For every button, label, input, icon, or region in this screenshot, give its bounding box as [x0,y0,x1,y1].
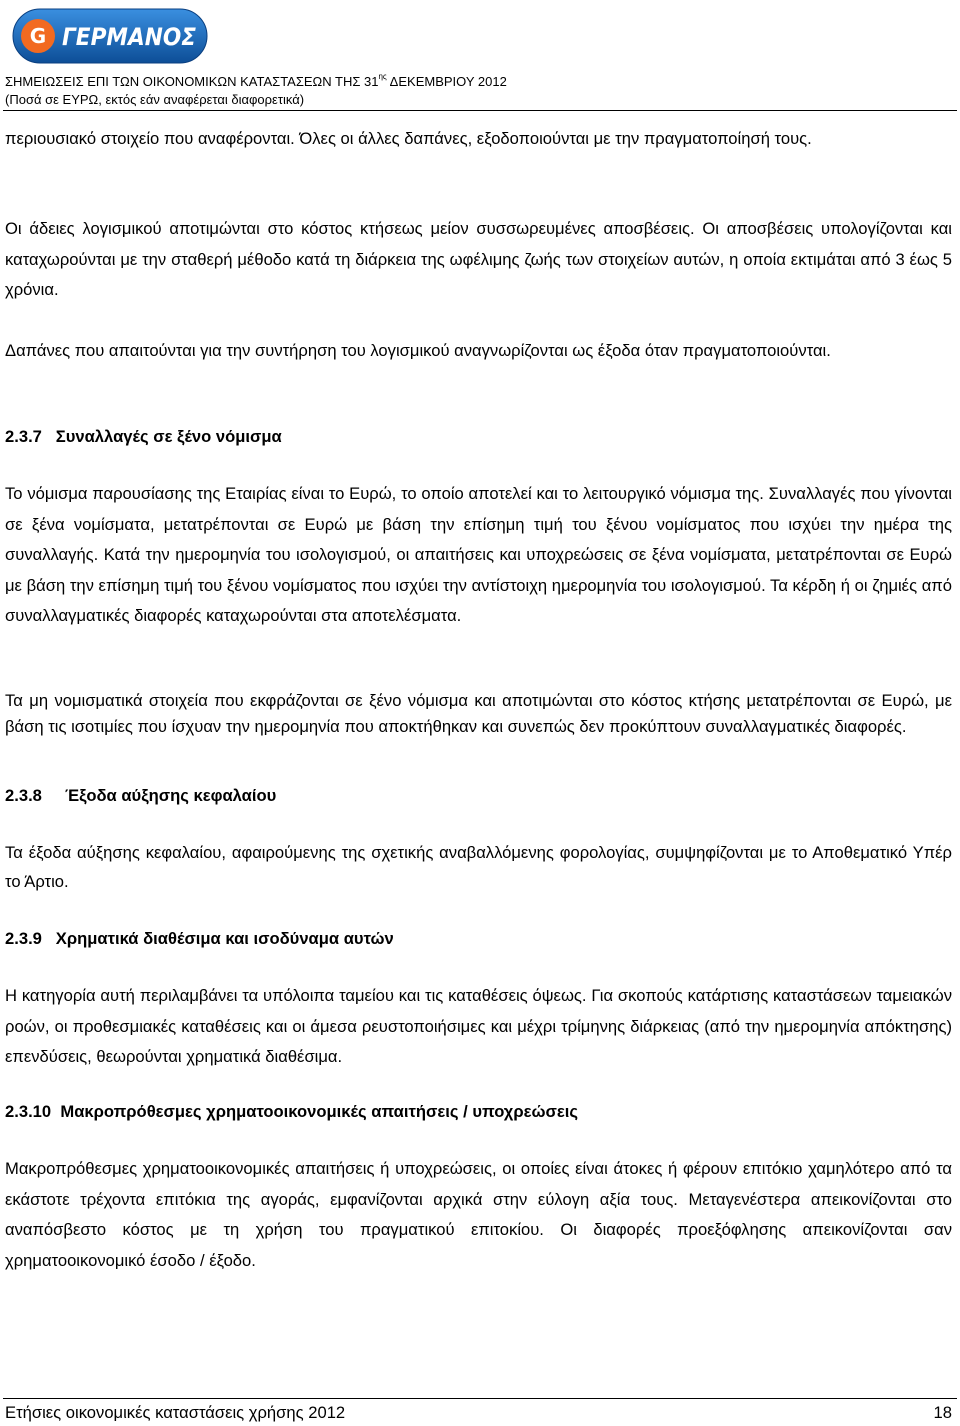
footer-divider [3,1398,957,1399]
heading-2-3-10: 2.3.10 Μακροπρόθεσμες χρηματοοικονομικές απαιτήσεις / υποχρεώσεις [5,1102,578,1121]
heading-2-3-8: 2.3.8 Έξοδα αύξησης κεφαλαίου [5,786,277,805]
page-number: 18 [933,1403,952,1422]
paragraph-non-monetary-items: Τα μη νομισματικά στοιχεία που εκφράζονται σε ξένο νόμισμα και αποτιμώνται στο κόστος κτήσης μετατρέπονται σε Ευρώ, με βάση τις ισοτιμίες που ίσχυαν την ημερομηνία που αποκτήθηκαν και συνεπώς δεν προκύπτουν συναλλαγματικές διαφορές. [5,691,952,736]
paragraph-software-maintenance: Δαπάνες που απαιτούνται για την συντήρηση του λογισμικού αναγνωρίζονται ως έξοδα όταν πραγματοποιούνται. [5,341,831,360]
paragraph-foreign-currency: Το νόμισμα παρουσίασης της Εταιρίας είναι το Ευρώ, το οποίο αποτελεί και το λειτουργικό νόμισμα της. Συναλλαγές που γίνονται σε ξένα νομίσματα, μετατρέπονται σε Ευρώ με βάση την επίσημη τιμή του ξένου νομίσματος που ισχύει την ημέρα της συναλλαγής. Κατά την ημερομηνία του ισολογισμού, οι απαιτήσεις και υποχρεώσεις σε ξένα νομίσματα, μετατρέπονται σε Ευρώ με βάση την επίσημη τιμή του ξένου νομίσματος που ισχύει την αντίστοιχη ημερομηνία του ισολογισμού. Τα κέρδη ή οι ζημιές από συναλλαγματικές διαφορές καταχωρούνται στα αποτελέσματα. [5,484,952,625]
header-title: ΣΗΜΕΙΩΣΕΙΣ ΕΠΙ ΤΩΝ ΟΙΚΟΝΟΜΙΚΩΝ ΚΑΤΑΣΤΑΣΕΩΝ ΤΗΣ $31^{\eta\varsigma}$ ΔΕΚΕΜΒΡΙΟΥ 2012 [5,71,507,89]
header-divider [3,110,957,111]
paragraph-long-term-receivables: Μακροπρόθεσμες χρηματοοικονομικές απαιτήσεις ή υποχρεώσεις, οι οποίες είναι άτοκες ή φέρουν επιτόκιο χαμηλότερο από τα εκάστοτε τρέχοντα επιτόκια της αγοράς, εμφανίζονται αρχικά στην εύλογη αξία τους. Μεταγενέστερα απεικονίζονται στο αναπόσβεστο κόστος με τη χρήση του πραγματικού επιτοκίου. Οι διαφορές προεξόφλησης απεικονίζονται σαν χρηματοοικονομικό έσοδο / έξοδο. [5,1159,952,1270]
logo-letter: G [29,24,47,48]
paragraph-cash-equivalents: Η κατηγορία αυτή περιλαμβάνει τα υπόλοιπα ταμείου και τις καταθέσεις όψεως. Για σκοπούς κατάρτισης καταστάσεων ταμειακών ροών, οι προθεσμιακές καταθέσεις και οι άμεσα ρευστοποιήσιμες και μέχρι τρίμηνης διάρκειας (από την ημερομηνία απόκτησης) επενδύσεις, θεωρούνται χρηματικά διαθέσιμα. [5,986,952,1066]
paragraph-capitalized-assets: περιουσιακό στοιχείο που αναφέρονται. Όλες οι άλλες δαπάνες, εξοδοποιούνται με την πραγματοποίησή τους. [5,129,812,148]
paragraph-capital-increase-costs: Τα έξοδα αύξησης κεφαλαίου, αφαιρούμενης της σχετικής αναβαλλόμενης φορολογίας, συμψηφίζονται με το Αποθεματικό Υπέρ το Άρτιο. [5,843,952,891]
footer-title: Ετήσιες οικονομικές καταστάσεις χρήσης 2012 [5,1403,346,1422]
germanos-logo [12,8,208,64]
header-subtitle: (Ποσά σε ΕΥΡΩ, εκτός εάν αναφέρεται διαφορετικά) [5,92,305,107]
logo-wordmark: ΓΕΡΜΑΝΟΣ [62,23,197,51]
heading-2-3-9: 2.3.9 Χρηματικά διαθέσιμα και ισοδύναμα αυτών [5,929,394,948]
paragraph-software-licenses: Οι άδειες λογισμικού αποτιμώνται στο κόστος κτήσεως μείον συσσωρευμένες αποσβέσεις. Οι αποσβέσεις υπολογίζονται και καταχωρούνται με την σταθερή μέθοδο κατά τη διάρκεια της ωφέλιμης ζωής των στοιχείων αυτών, η οποία εκτιμάται από 3 έως 5 χρόνια. [5,219,952,299]
heading-2-3-7: 2.3.7 Συναλλαγές σε ξένο νόμισμα [5,427,282,446]
